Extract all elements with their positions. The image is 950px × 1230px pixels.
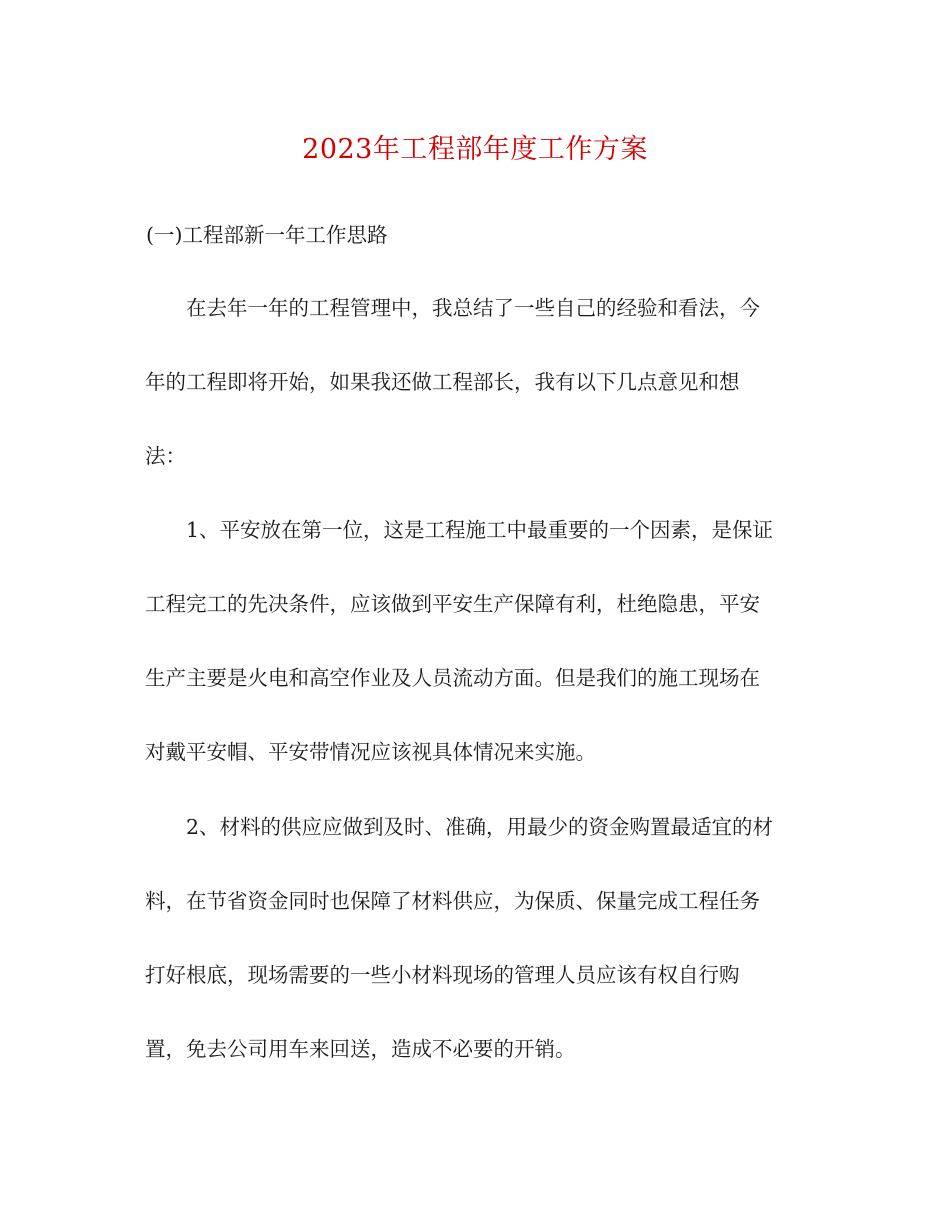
paragraph-line: 2、材料的供应应做到及时、准确，用最少的资金购置最适宜的材 <box>186 815 774 839</box>
paragraph-line: 法： <box>145 444 186 468</box>
document-title: 2023年工程部年度工作方案 <box>302 134 648 165</box>
section-heading: (一)工程部新一年工作思路 <box>146 223 388 247</box>
paragraph-line: 1、平安放在第一位，这是工程施工中最重要的一个因素，是保证 <box>186 518 774 542</box>
paragraph-line: 对戴平安帽、平安带情况应该视具体情况来实施。 <box>145 740 596 764</box>
paragraph-line: 置，免去公司用车来回送，造成不必要的开销。 <box>145 1037 576 1061</box>
paragraph-line: 生产主要是火电和高空作业及人员流动方面。但是我们的施工现场在 <box>145 666 760 690</box>
paragraph-line: 在去年一年的工程管理中，我总结了一些自己的经验和看法，今 <box>186 296 760 320</box>
paragraph-line: 打好根底，现场需要的一些小材料现场的管理人员应该有权自行购 <box>145 963 740 987</box>
paragraph-line: 年的工程即将开始，如果我还做工程部长，我有以下几点意见和想 <box>145 370 740 394</box>
paragraph-2 <box>145 493 810 789</box>
paragraph-line: 工程完工的先决条件，应该做到平安生产保障有利，杜绝隐患，平安 <box>145 592 760 616</box>
paragraph-3 <box>145 790 810 1086</box>
paragraph-line: 料，在节省资金同时也保障了材料供应，为保质、保量完成工程任务 <box>145 889 760 913</box>
paragraph-1 <box>145 271 810 493</box>
